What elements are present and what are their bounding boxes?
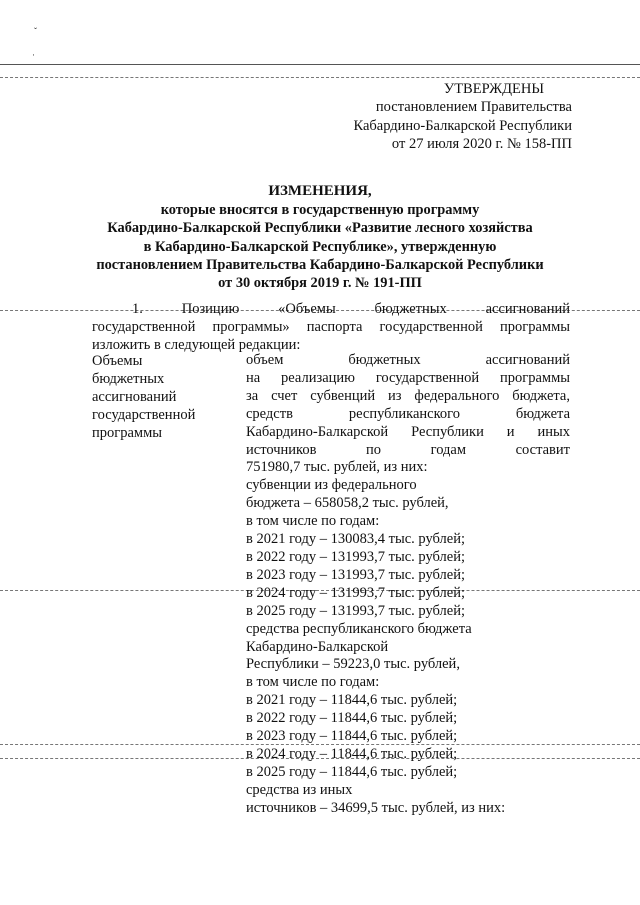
intro-line: 1. Позицию «Объемы бюджетных ассигнований (132, 301, 570, 317)
intro-paragraph (92, 300, 570, 355)
table-right-line: источников – 34699,5 тыс. рублей, из них: (246, 799, 506, 816)
table-right-line: Республики – 59223,0 тыс. рублей, (246, 656, 460, 673)
approval-line: постановлением Правительства (375, 99, 572, 116)
table-left-line: программы (92, 425, 162, 441)
scan-mark: ˇ (34, 26, 37, 36)
approval-line: от 27 июля 2020 г. № 158-ПП (391, 136, 572, 153)
table-right-line: в том числе по годам: (246, 674, 380, 691)
table-right-line: 751980,7 тыс. рублей, из них: (246, 459, 428, 476)
table-right-line: в 2021 году – 130083,4 тыс. рублей; (246, 531, 466, 548)
table-right-line: в 2023 году – 131993,7 тыс. рублей; (246, 566, 466, 583)
approval-block (312, 80, 572, 154)
table-right-line: объем бюджетных ассигнований (246, 352, 570, 368)
scan-line (0, 77, 640, 78)
approval-title: УТВЕРЖДЕНЫ (443, 81, 544, 97)
table-right-line: в 2024 году – 131993,7 тыс. рублей; (246, 584, 466, 601)
table-right-line: в 2022 году – 11844,6 тыс. рублей; (246, 710, 458, 727)
table-left-line: бюджетных (92, 371, 165, 387)
table-right-line: в 2024 году – 11844,6 тыс. рублей; (246, 745, 458, 762)
table-right-line: Кабардино-Балкарской (246, 638, 389, 655)
table-left-line: ассигнований (92, 389, 177, 405)
heading-title: ИЗМЕНЕНИЯ, (268, 183, 372, 199)
table-right-line: на реализацию государственной программы (246, 369, 570, 386)
heading-line: которые вносятся в государственную программу (160, 202, 480, 219)
table-right-line: в 2021 году – 11844,6 тыс. рублей; (246, 692, 458, 709)
heading-line: в Кабардино-Балкарской Республике», утвержденную (143, 238, 497, 255)
table-left-column (92, 352, 222, 442)
table-right-line: средства республиканского бюджета (246, 620, 472, 637)
scan-line (0, 64, 640, 65)
table-right-line: Кабардино-Балкарской Республики и иных (246, 423, 570, 440)
table-right-line: в 2025 году – 11844,6 тыс. рублей; (246, 763, 458, 780)
intro-line: изложить в следующей редакции: (92, 337, 301, 354)
table-right-line: субвенции из федерального (246, 477, 417, 494)
table-right-line: в 2025 году – 131993,7 тыс. рублей; (246, 602, 466, 619)
approval-line: Кабардино-Балкарской Республики (353, 117, 572, 134)
table-right-line: за счет субвенций из федерального бюджета, (246, 387, 570, 404)
heading-line: Кабардино-Балкарской Республики «Развитие лесного хозяйства (107, 220, 533, 237)
table-right-line: в 2023 году – 11844,6 тыс. рублей; (246, 728, 458, 745)
table-right-line: средства из иных (246, 781, 353, 798)
table-right-column (246, 352, 570, 818)
table-right-line: бюджета – 658058,2 тыс. рублей, (246, 495, 449, 512)
table-right-line: в том числе по годам: (246, 513, 380, 530)
intro-line: государственной программы» паспорта государственной программы (92, 319, 570, 336)
table-right-line: источников по годам составит (246, 441, 570, 458)
scan-mark: · (32, 50, 35, 60)
heading-line: постановлением Правительства Кабардино-Балкарской Республики (96, 256, 544, 273)
heading-line: от 30 октября 2019 г. № 191-ПП (218, 275, 422, 292)
table-left-line: государственной (92, 407, 196, 423)
document-heading (0, 182, 640, 292)
table-right-line: в 2022 году – 131993,7 тыс. рублей; (246, 548, 466, 565)
table-left-line: Объемы (92, 353, 143, 369)
table-right-line: средств республиканского бюджета (246, 405, 570, 422)
